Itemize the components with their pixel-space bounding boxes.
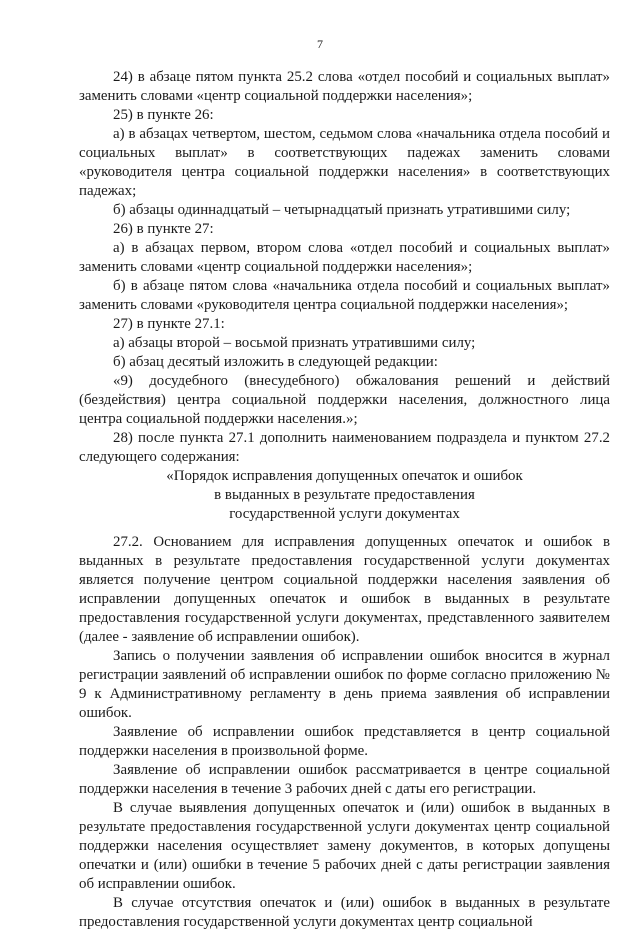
- paragraph-24: 24) в абзаце пятом пункта 25.2 слова «отдел пособий и социальных выплат» заменить словами «центр социальной поддержки населения»;: [79, 69, 610, 104]
- document-body: [79, 68, 610, 932]
- paragraph-26a: а) в абзацах первом, втором слова «отдел пособий и социальных выплат» заменить словами «центр социальной поддержки населения»;: [79, 240, 610, 275]
- subsection-heading-line-1: «Порядок исправления допущенных опечаток и ошибок: [166, 468, 523, 484]
- paragraph-26: 26) в пункте 27:: [113, 221, 214, 237]
- paragraph-free-form: Заявление об исправлении ошибок представляется в центр социальной поддержки населения в произвольной форме.: [79, 724, 610, 759]
- paragraph-replacement: В случае выявления допущенных опечаток и (или) ошибок в выданных в результате предоставления государственной услуги документах центр социальной поддержки населения осуществляет замену документов, в которых допущены опечатки и (или) ошибки в течение 5 рабочих дней с даты регистрации заявления об исправлении ошибок.: [79, 800, 610, 892]
- subsection-heading-line-2: в выданных в результате предоставления: [214, 487, 475, 503]
- paragraph-27-quote: «9) досудебного (внесудебного) обжалования решений и действий (бездействия) центра социальной поддержки населения, должностного лица центра социальной поддержки населения.»;: [79, 373, 610, 427]
- page-number: 7: [317, 37, 323, 51]
- paragraph-absence: В случае отсутствия опечаток и (или) ошибок в выданных в результате предоставления государственной услуги документах центр социальной: [79, 895, 610, 930]
- paragraph-25a: а) в абзацах четвертом, шестом, седьмом слова «начальника отдела пособий и социальных выплат» в соответствующих падежах заменить словами «руководителя центра социальной поддержки населения» в соответствующих падежах;: [79, 126, 610, 199]
- paragraph-27a: а) абзацы второй – восьмой признать утратившими силу;: [113, 335, 476, 351]
- paragraph-27-2: 27.2. Основанием для исправления допущенных опечаток и ошибок в выданных в результате предоставления государственной услуги документах является получение центром социальной поддержки населения заявления об исправлении допущенных опечаток и ошибок в выданных в результате предоставления государственной услуги документах, представленного заявителем (далее - заявление об исправлении ошибок).: [79, 534, 610, 645]
- paragraph-26b: б) в абзаце пятом слова «начальника отдела пособий и социальных выплат» заменить словами «руководителя центра социальной поддержки населения»;: [79, 278, 610, 313]
- paragraph-27: 27) в пункте 27.1:: [113, 316, 225, 332]
- paragraph-28: 28) после пункта 27.1 дополнить наименованием подраздела и пунктом 27.2 следующего содержания:: [79, 430, 610, 465]
- paragraph-25: 25) в пункте 26:: [113, 107, 214, 123]
- subsection-heading-line-3: государственной услуги документах: [229, 506, 460, 522]
- paragraph-27b: б) абзац десятый изложить в следующей редакции:: [113, 354, 438, 370]
- paragraph-journal: Запись о получении заявления об исправлении ошибок вносится в журнал регистрации заявлений об исправлении ошибок по форме согласно приложению № 9 к Административному регламенту в день приема заявления об исправлении ошибок.: [79, 648, 610, 721]
- paragraph-review-term: Заявление об исправлении ошибок рассматривается в центре социальной поддержки населения в течение 3 рабочих дней с даты его регистрации.: [79, 762, 610, 797]
- paragraph-25b: б) абзацы одиннадцатый – четырнадцатый признать утратившими силу;: [113, 202, 571, 218]
